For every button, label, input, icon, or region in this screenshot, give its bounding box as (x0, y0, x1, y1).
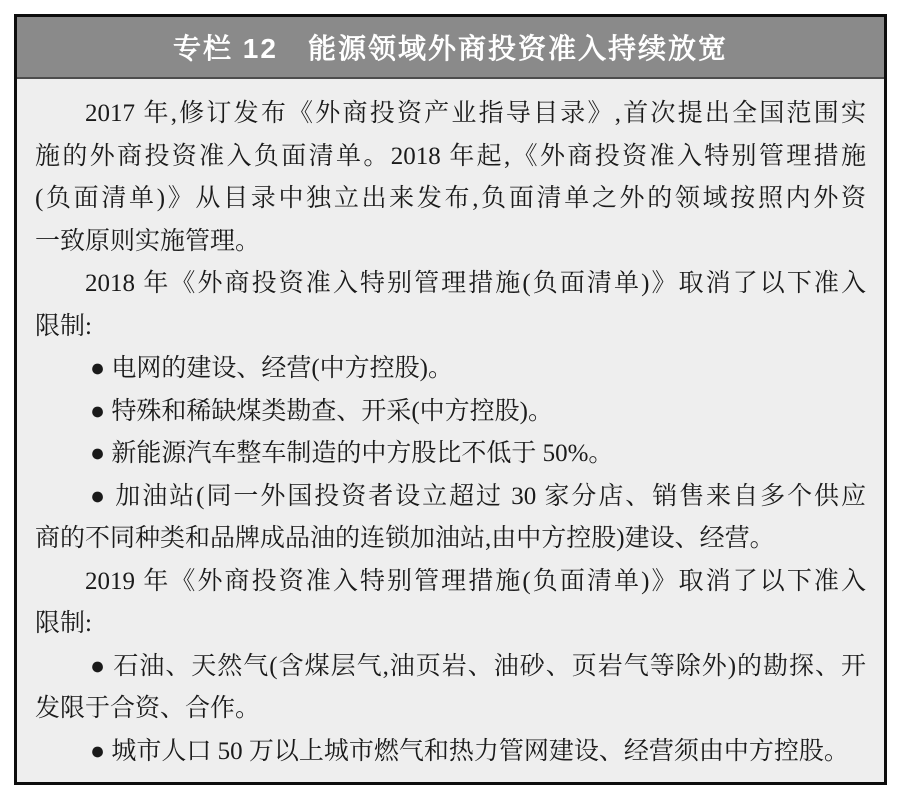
column-header (17, 17, 884, 79)
bullet-line: ● 特殊和稀缺煤类勘查、开采(中方控股)。 (90, 397, 554, 425)
paragraph-line: 施的外商投资准入负面清单。2018 年起,《外商投资准入特别管理措施 (35, 142, 866, 170)
column-box (14, 14, 887, 785)
bullet-line: ● 新能源汽车整车制造的中方股比不低于 50%。 (90, 440, 614, 467)
paragraph-line: 一致原则实施管理。 (35, 227, 261, 255)
bullet-line: ● 电网的建设、经营(中方控股)。 (90, 355, 454, 382)
paragraph-line: (负面清单)》从目录中独立出来发布,负面清单之外的领域按照内外资 (35, 185, 866, 212)
bullet-line: ● 石油、天然气(含煤层气,油页岩、油砂、页岩气等除外)的勘探、开 (90, 652, 866, 680)
column-title: 专栏 12 能源领域外商投资准入持续放宽 (173, 33, 728, 64)
bullet-line: ● 加油站(同一外国投资者设立超过 30 家分店、销售来自多个供应 (90, 482, 866, 510)
column-body (17, 79, 884, 773)
paragraph-line: 2017 年,修订发布《外商投资产业指导目录》,首次提出全国范围实 (85, 100, 866, 127)
paragraph-line: 发限于合资、合作。 (35, 695, 261, 722)
paragraph-line: 2019 年《外商投资准入特别管理措施(负面清单)》取消了以下准入 (85, 567, 866, 595)
paragraph-line: 商的不同种类和品牌成品油的连锁加油站,由中方控股)建设、经营。 (35, 525, 775, 552)
paragraph-line: 限制: (35, 610, 92, 637)
bullet-line: ● 城市人口 50 万以上城市燃气和热力管网建设、经营须由中方控股。 (90, 737, 849, 765)
paragraph-line: 限制: (35, 312, 92, 340)
paragraph-line: 2018 年《外商投资准入特别管理措施(负面清单)》取消了以下准入 (85, 270, 866, 297)
